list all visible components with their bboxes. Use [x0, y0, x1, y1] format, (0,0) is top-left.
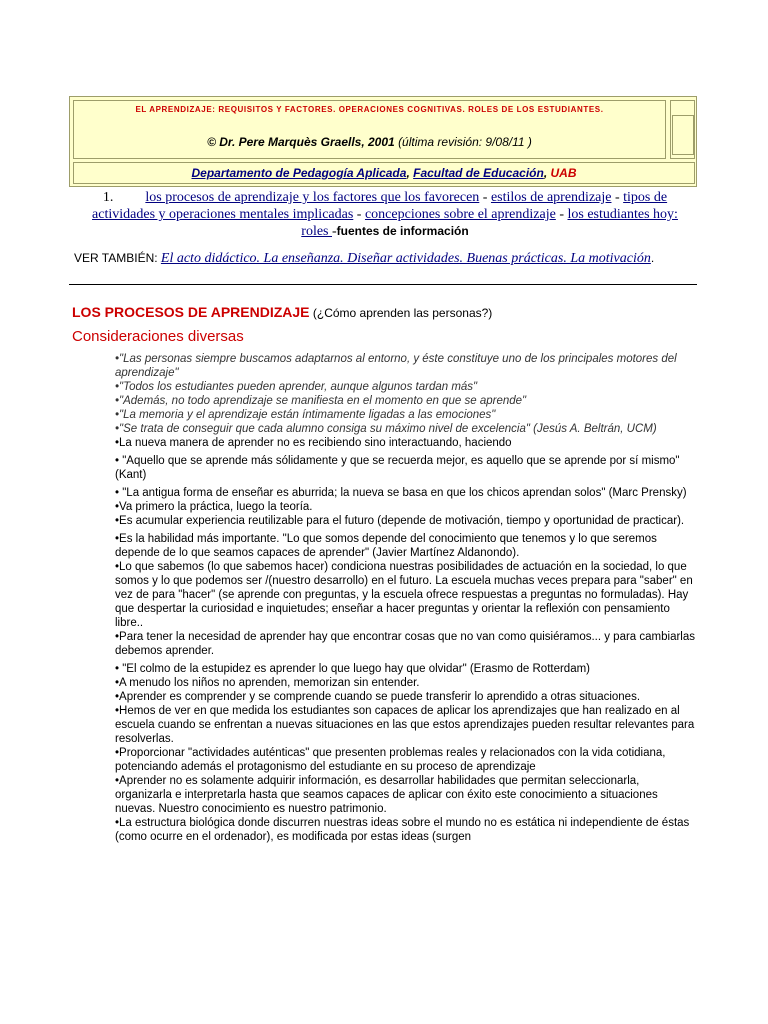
- list-item: •"Se trata de conseguir que cada alumno consiga su máximo nivel de excelencia" (Jesús A. Beltrán, UCM): [115, 423, 657, 435]
- nav-link-estudiantes[interactable]: los estudiantes hoy: roles: [301, 207, 678, 239]
- nav-separator: -: [555, 207, 568, 222]
- list-item: •Aprender no es solamente adquirir información, es desarrollar habilidades que permitan seleccionarla, organizarla e interpretarla hasta que seamos capaces de aplicar con éxito este conocimiento a situaciones nuevas. Nuestro conocimiento es nuestro patrimonio.: [115, 775, 658, 815]
- list-item: •Para tener la necesidad de aprender hay que encontrar cosas que no van como quisiéramos... y para cambiarlas debemos aprender.: [115, 631, 695, 657]
- index-number: 1.: [102, 190, 114, 205]
- nav-link-procesos[interactable]: los procesos de aprendizaje y los factores que los favorecen: [145, 190, 480, 205]
- list-item: •A menudo los niños no aprenden, memorizan sin entender.: [115, 677, 420, 689]
- list-item: •Lo que sabemos (lo que sabemos hacer) condiciona nuestras posibilidades de actuación en la sociedad, lo que somos y lo que podemos ser /(nuestro desarrollo) en el futuro. La escuela muchas veces prepara para "saber" en vez de para "hacer" (se aprende con preguntas, y la escuela ofrece respuestas a preguntas no formuladas). Hay que despertar la curiosidad e inquietudes; enseñar a hacer preguntas y orientar la reflexión con pensamiento libre..: [115, 561, 693, 629]
- revision-date: (última revisión: 9/08/11 ): [398, 135, 532, 149]
- list-item: •Es la habilidad más importante. "Lo que somos depende del conocimiento que tenemos y lo que seremos depende de lo que seamos capaces de aprender" (Javier Martínez Aldanondo).: [115, 533, 657, 559]
- list-item: •Aprender es comprender y se comprende cuando se puede transferir lo aprendido a otras situaciones.: [115, 691, 641, 703]
- dept-separator: ,: [406, 166, 414, 180]
- nav-link-concepciones[interactable]: concepciones sobre el aprendizaje: [364, 207, 556, 222]
- see-also-links[interactable]: El acto didáctico. La enseñanza. Diseñar actividades. Buenas prácticas. La motivación: [160, 251, 651, 266]
- horizontal-divider: [69, 284, 697, 285]
- list-item: • "Aquello que se aprende más sólidamente y que se recuerda mejor, es aquello que se aprende por sí mismo" (Kant): [115, 455, 680, 481]
- nav-sources: fuentes de información: [336, 224, 469, 238]
- header-side-cell: [670, 100, 695, 159]
- nav-separator: -: [479, 190, 491, 205]
- list-item: •"Las personas siempre buscamos adaptarnos al entorno, y éste constituye uno de los principales motores del aprendizaje": [115, 353, 677, 379]
- header-box: [69, 96, 697, 187]
- section-subtitle: (¿Cómo aprenden las personas?): [309, 306, 493, 320]
- subsection-heading: Consideraciones diversas: [72, 328, 244, 345]
- page-title: EL APRENDIZAJE: REQUISITOS Y FACTORES. OPERACIONES COGNITIVAS. ROLES DE LOS ESTUDIANTES.: [135, 105, 604, 114]
- nav-last-separator: -: [332, 224, 337, 239]
- list-item: • "El colmo de la estupidez es aprender lo que luego hay que olvidar" (Erasmo de Rotterdam): [115, 663, 591, 675]
- nav-link-tipos[interactable]: tipos de actividades y operaciones mentales implicadas: [92, 190, 668, 222]
- nav-separator: -: [353, 207, 365, 222]
- header-side-inner-box: [672, 115, 694, 155]
- list-item: •La nueva manera de aprender no es recibiendo sino interactuando, haciendo: [115, 437, 512, 449]
- nav-separator: -: [611, 190, 624, 205]
- department-cell: [73, 162, 695, 184]
- list-item: •"Además, no todo aprendizaje se manifiesta en el momento en que se aprende": [115, 395, 527, 407]
- uab-link[interactable]: UAB: [550, 166, 577, 180]
- faculty-link[interactable]: Facultad de Educación: [413, 166, 544, 180]
- section-heading: [72, 304, 492, 320]
- author-line: [74, 135, 665, 149]
- list-item: •Proporcionar "actividades auténticas" que presenten problemas reales y relacionados con la vida cotidiana, potenciando además el protagonismo del estudiante en su proceso de aprendizaje: [115, 747, 666, 773]
- nav-link-estilos[interactable]: estilos de aprendizaje: [490, 190, 612, 205]
- considerations-list: [115, 352, 695, 844]
- topic-index: [82, 189, 688, 240]
- faculty-separator: ,: [543, 166, 551, 180]
- header-title-cell: [73, 100, 666, 159]
- list-item: •Va primero la práctica, luego la teoría.: [115, 501, 313, 513]
- department-line: [74, 166, 694, 180]
- see-also: [74, 251, 704, 267]
- see-also-label: VER TAMBIÉN:: [74, 251, 161, 265]
- list-item: •"La memoria y el aprendizaje están íntimamente ligadas a las emociones": [115, 409, 496, 421]
- list-item: •Hemos de ver en que medida los estudiantes son capaces de aplicar los aprendizajes que han realizado en al escuela cuando se enfrentan a nuevas situaciones en las que estos aprendizajes pueden resultar relevantes para resolverlas.: [115, 705, 695, 745]
- author-name: © Dr. Pere Marquès Graells, 2001: [207, 135, 395, 149]
- section-title: LOS PROCESOS DE APRENDIZAJE: [72, 304, 310, 320]
- list-item: •Es acumular experiencia reutilizable para el futuro (depende de motivación, tiempo y oportunidad de practicar).: [115, 515, 685, 527]
- see-also-end: .: [650, 251, 655, 265]
- list-item: •La estructura biológica donde discurren nuestras ideas sobre el mundo no es estática ni independiente de éstas (como ocurre en el ordenador), es modificada por estas ideas (surgen: [115, 817, 690, 843]
- list-item: •"Todos los estudiantes pueden aprender, aunque algunos tardan más": [115, 381, 478, 393]
- list-item: • "La antigua forma de enseñar es aburrida; la nueva se basa en que los chicos aprendan solos" (Marc Prensky): [115, 487, 687, 499]
- department-link[interactable]: Departamento de Pedagogía Aplicada: [191, 166, 407, 180]
